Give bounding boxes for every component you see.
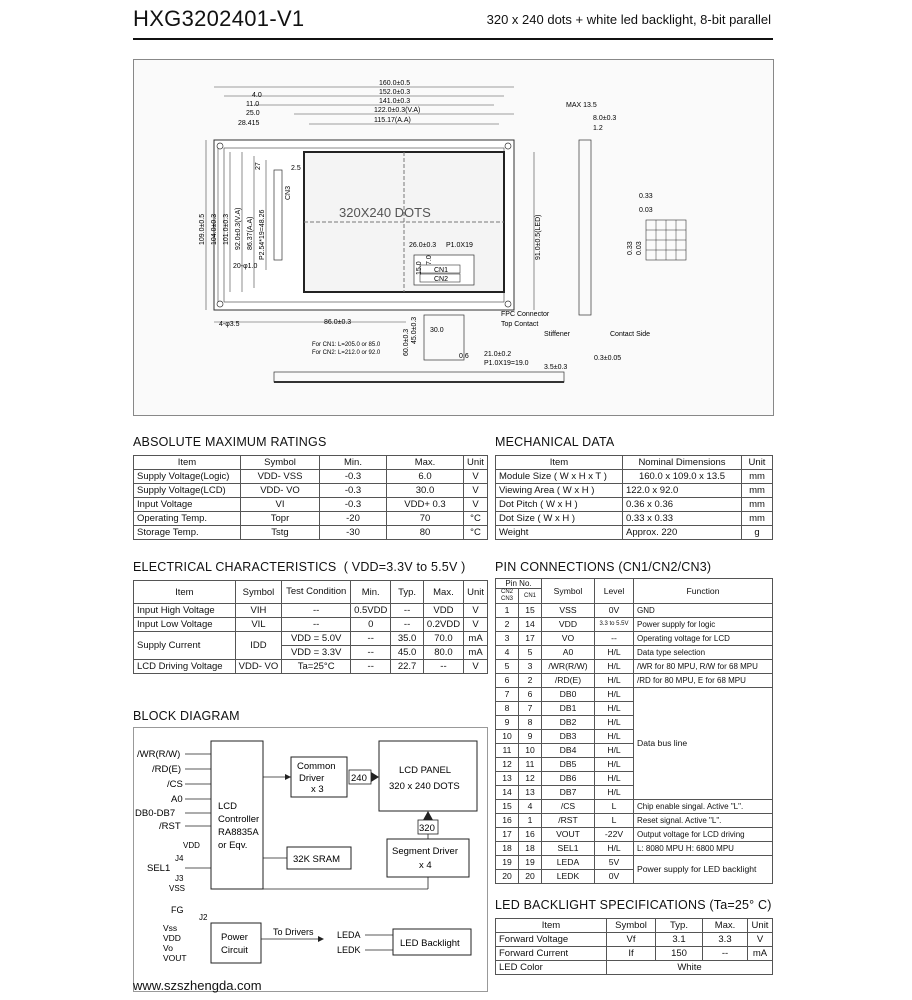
seg-line2: x 4 <box>419 860 432 871</box>
abs-max-title: ABSOLUTE MAXIMUM RATINGS <box>133 435 327 449</box>
side-view <box>579 140 591 315</box>
table-row: 3 17 VO -- Operating voltage for LCD <box>496 632 773 646</box>
databus-cell: Data bus line <box>634 688 773 800</box>
table-row: Input Low Voltage VIL -- 0 -- 0.2VDD V <box>134 618 488 632</box>
dim-top-3: 141.0±0.3 <box>379 98 411 105</box>
th: Min. <box>320 456 387 470</box>
dim-holes: 4-φ3.5 <box>219 321 240 328</box>
model-title: HXG3202401-V1 <box>133 6 305 31</box>
dim-8: 8.0±0.3 <box>593 115 617 122</box>
table-row: Supply Voltage(LCD) VDD- VO -0.3 30.0 V <box>134 484 488 498</box>
led-table <box>495 918 773 975</box>
dim-vert-1: 109.0±0.5 <box>199 213 206 245</box>
vdd-label: VDD <box>183 841 200 850</box>
drawing-svg <box>134 60 773 415</box>
table-row: VDD = 3.3V -- 45.0 80.0 mA <box>134 646 488 660</box>
th: CN1 <box>519 589 542 604</box>
table-row: 6 2 /RD(E) H/L /RD for 80 MPU, E for 68 MPU <box>496 674 773 688</box>
th: Function <box>634 579 773 604</box>
cn3-label: CN3 <box>285 185 292 200</box>
abs-max-table <box>133 455 488 540</box>
lcdc-line2: Controller <box>218 814 260 825</box>
table-row: 15 4 /CS L Chip enable singal. Active "L". <box>496 800 773 814</box>
top-contact-label: Top Contact <box>501 321 539 328</box>
lcdc-line4: or Eqv. <box>218 840 248 851</box>
dim-27: 27 <box>255 162 262 170</box>
dim-w86: 86.0±0.3 <box>324 319 352 326</box>
mech-table <box>495 455 773 540</box>
note-cn1: For CN1: L=205.0 or 85.0 <box>312 342 381 348</box>
th: Max. <box>387 456 464 470</box>
sram-label: 32K SRAM <box>293 854 340 865</box>
to-drivers: To Drivers <box>273 927 314 937</box>
table-row: 2 14 VDD 3.3 to 5.5V Power supply for logic <box>496 618 773 632</box>
dim-12: 1.2 <box>593 125 603 132</box>
dim-vert-4: 92.0±0.3(V.A) <box>235 207 242 250</box>
dim-top-4: 122.0±0.3(V.A) <box>374 107 421 114</box>
model-description: 320 x 240 dots + white led backlight, 8-bit parallel <box>486 12 771 27</box>
th: Symbol <box>241 456 320 470</box>
sig-cs: /CS <box>167 779 183 790</box>
sig-a0: A0 <box>171 794 183 805</box>
cn2-label: CN2 <box>434 276 449 283</box>
table-row: 5 3 /WR(R/W) H/L /WR for 80 MPU, R/W for 68 MPU <box>496 660 773 674</box>
sig-rd: /RD(E) <box>152 764 182 775</box>
table-row: Dot Size ( W x H ) 0.33 x 0.33 mm <box>496 512 773 526</box>
table-row: 14 13 DB7 H/L <box>496 786 773 800</box>
elec-table <box>133 580 488 674</box>
sel1-label: SEL1 <box>147 863 171 874</box>
mech-title: MECHANICAL DATA <box>495 435 615 449</box>
th: Test Condition <box>282 581 351 604</box>
header-rule <box>133 38 773 40</box>
table-row: 4 5 A0 H/L Data type selection <box>496 646 773 660</box>
common-line1: Common <box>297 761 336 772</box>
note-cn2: For CN2: L=212.0 or 92.0 <box>312 350 381 356</box>
dim-vert-5: 86.37(A.A) <box>247 216 254 250</box>
table-row: 13 12 DB6 H/L <box>496 772 773 786</box>
th: Unit <box>742 456 773 470</box>
panel-line2: 320 x 240 DOTS <box>389 781 460 792</box>
th: Pin No. <box>496 579 542 589</box>
table-row: Viewing Area ( W x H ) 122.0 x 92.0 mm <box>496 484 773 498</box>
j3-label: J3 <box>175 874 184 883</box>
dim-7: 7.0 <box>426 255 433 265</box>
dim-top-1: 160.0±0.5 <box>379 80 411 87</box>
dim-25: 2.5 <box>291 165 301 172</box>
th: Item <box>496 456 623 470</box>
th: Item <box>134 581 236 604</box>
dim-left-3: 25.0 <box>246 110 260 117</box>
table-row: 20 20 LEDK 0V <box>496 870 773 884</box>
fpc-tail <box>424 315 464 360</box>
lcdc-line1: LCD <box>218 801 238 812</box>
pwr-vss: Vss <box>163 923 178 933</box>
leda-label: LEDA <box>337 930 361 940</box>
table-row: Forward Current If 150 -- mA <box>496 947 773 961</box>
dim-top-5: 115.17(A.A) <box>374 117 411 124</box>
stiffener-label: Stiffener <box>544 331 570 338</box>
bus-240: 240 <box>351 773 367 784</box>
th: Symbol <box>235 581 282 604</box>
power-line1: Power <box>221 932 248 943</box>
cn-dim-1: 26.0±0.3 <box>409 242 437 249</box>
contact-side-label: Contact Side <box>610 331 651 338</box>
power-line2: Circuit <box>221 945 248 956</box>
dot-gap-h: 0.03 <box>639 207 653 214</box>
screen-label: 320X240 DOTS <box>339 205 431 220</box>
mechanical-drawing <box>133 59 774 416</box>
th: Max. <box>423 581 463 604</box>
panel-line1: LCD PANEL <box>399 765 452 776</box>
table-row: Supply Voltage(Logic) VDD- VSS -0.3 6.0 V <box>134 470 488 484</box>
dim-35: 3.5±0.3 <box>544 364 568 371</box>
sig-rst: /RST <box>159 821 181 832</box>
th: Unit <box>464 581 488 604</box>
pwr-vo: Vo <box>163 943 173 953</box>
table-row: 9 8 DB2 H/L <box>496 716 773 730</box>
pwr-vdd: VDD <box>163 933 181 943</box>
th: Level <box>595 579 634 604</box>
th: CN2 CN3 <box>496 589 519 604</box>
elec-condition: ( VDD=3.3V to 5.5V ) <box>343 560 466 574</box>
vss-label: VSS <box>169 884 186 893</box>
th: Symbol <box>542 579 595 604</box>
table-row: Module Size ( W x H x T ) 160.0 x 109.0 x 13.5 mm <box>496 470 773 484</box>
dot-size-h: 0.33 <box>639 193 653 200</box>
ledpower-cell: Power supply for LED backlight <box>634 856 773 884</box>
dim-vert-6: P2.54*19=48.26 <box>259 209 266 260</box>
th: Max. <box>703 919 748 933</box>
lcdc-line3: RA8835A <box>218 827 259 838</box>
dim-left-4: 28.415 <box>238 120 260 127</box>
dim-pitch20: 20-φ1.0 <box>233 263 258 270</box>
table-row: 8 7 DB1 H/L <box>496 702 773 716</box>
table-row: Forward Voltage Vf 3.1 3.3 V <box>496 933 773 947</box>
dim-left-2: 11.0 <box>246 101 260 108</box>
th: Symbol <box>607 919 656 933</box>
table-row: Operating Temp. Topr -20 70 °C <box>134 512 488 526</box>
pixel-detail <box>646 220 686 260</box>
table-row: 1 15 VSS 0V GND <box>496 604 773 618</box>
cn-dim-2: P1.0X19 <box>446 242 473 249</box>
dim-top-2: 152.0±0.3 <box>379 89 411 96</box>
block-title: BLOCK DIAGRAM <box>133 709 240 723</box>
bus-320: 320 <box>419 823 435 834</box>
dot-size-v: 0.33 <box>627 241 634 255</box>
th: Typ. <box>656 919 703 933</box>
side-profile <box>274 372 564 382</box>
pins-title: PIN CONNECTIONS (CN1/CN2/CN3) <box>495 560 712 574</box>
th: Nominal Dimensions <box>623 456 742 470</box>
table-row: Dot Pitch ( W x H ) 0.36 x 0.36 mm <box>496 498 773 512</box>
dim-30: 30.0 <box>430 327 444 334</box>
table-row: 12 11 DB5 H/L <box>496 758 773 772</box>
th: Typ. <box>391 581 423 604</box>
table-row: 7 6 DB0 H/L Data bus line <box>496 688 773 702</box>
table-row: LED Color White <box>496 961 773 975</box>
table-row: 11 10 DB4 H/L <box>496 744 773 758</box>
th: Min. <box>351 581 391 604</box>
table-row: Input Voltage VI -0.3 VDD+ 0.3 V <box>134 498 488 512</box>
j2-label: J2 <box>199 913 208 922</box>
sig-wr: /WR(R/W) <box>137 749 181 760</box>
table-row: 18 18 SEL1 H/L L: 8080 MPU H: 6800 MPU <box>496 842 773 856</box>
th: Unit <box>748 919 773 933</box>
elec-title <box>133 560 466 574</box>
segment-driver-box <box>387 839 469 877</box>
dim-60: 60.0±0.3 <box>403 328 410 356</box>
th: Item <box>496 919 607 933</box>
dim-vert-2: 104.0±0.3 <box>211 213 218 245</box>
website-link[interactable]: www.szszhengda.com <box>133 978 262 993</box>
dim-15: 15.0 <box>416 261 423 275</box>
table-row: 17 16 VOUT -22V Output voltage for LCD driving <box>496 828 773 842</box>
seg-line1: Segment Driver <box>392 846 458 857</box>
table-row: 19 19 LEDA 5V Power supply for LED backlight <box>496 856 773 870</box>
table-row: LCD Driving Voltage VDD- VO Ta=25°C -- 22.7 -- V <box>134 660 488 674</box>
cn1-label: CN1 <box>434 267 449 274</box>
ledk-label: LEDK <box>337 945 361 955</box>
led-title: LED BACKLIGHT SPECIFICATIONS (Ta=25° C) <box>495 898 772 912</box>
fg-label: FG <box>171 905 184 915</box>
dim-max: MAX 13.5 <box>566 102 597 109</box>
power-circuit-box <box>211 923 261 963</box>
dim-vert-3: 101.0±0.3 <box>223 213 230 245</box>
dim-h91: 91.0±0.5(LED) <box>535 214 542 260</box>
dim-06: 0.6 <box>459 353 469 360</box>
block-diagram <box>133 727 488 992</box>
table-row: 10 9 DB3 H/L <box>496 730 773 744</box>
dim-45: 45.0±0.3 <box>411 316 418 344</box>
dot-gap-v: 0.03 <box>636 241 643 255</box>
th: Unit <box>464 456 488 470</box>
table-row: Weight Approx. 220 g <box>496 526 773 540</box>
dim-03: 0.3±0.05 <box>594 355 622 362</box>
common-line3: x 3 <box>311 784 324 795</box>
pins-table <box>495 578 773 884</box>
pwr-vout: VOUT <box>163 953 187 963</box>
dim-21: 21.0±0.2 <box>484 351 512 358</box>
block-svg <box>133 727 488 992</box>
th: Item <box>134 456 241 470</box>
table-row: Supply Current IDD VDD = 5.0V -- 35.0 70.0 mA <box>134 632 488 646</box>
dim-left-1: 4.0 <box>252 92 262 99</box>
dim-19: P1.0X19=19.0 <box>484 360 529 367</box>
led-backlight-label: LED Backlight <box>400 938 460 949</box>
sig-db: DB0-DB7 <box>135 808 176 819</box>
table-row: 16 1 /RST L Reset signal. Active "L". <box>496 814 773 828</box>
elec-title-text: ELECTRICAL CHARACTERISTICS <box>133 560 337 574</box>
j4-label: J4 <box>175 854 184 863</box>
table-row: Storage Temp. Tstg -30 80 °C <box>134 526 488 540</box>
table-row: Input High Voltage VIH -- 0.5VDD -- VDD V <box>134 604 488 618</box>
fpc-label: FPC Connector <box>501 311 550 318</box>
common-line2: Driver <box>299 773 325 784</box>
lcd-panel-box <box>379 741 477 811</box>
